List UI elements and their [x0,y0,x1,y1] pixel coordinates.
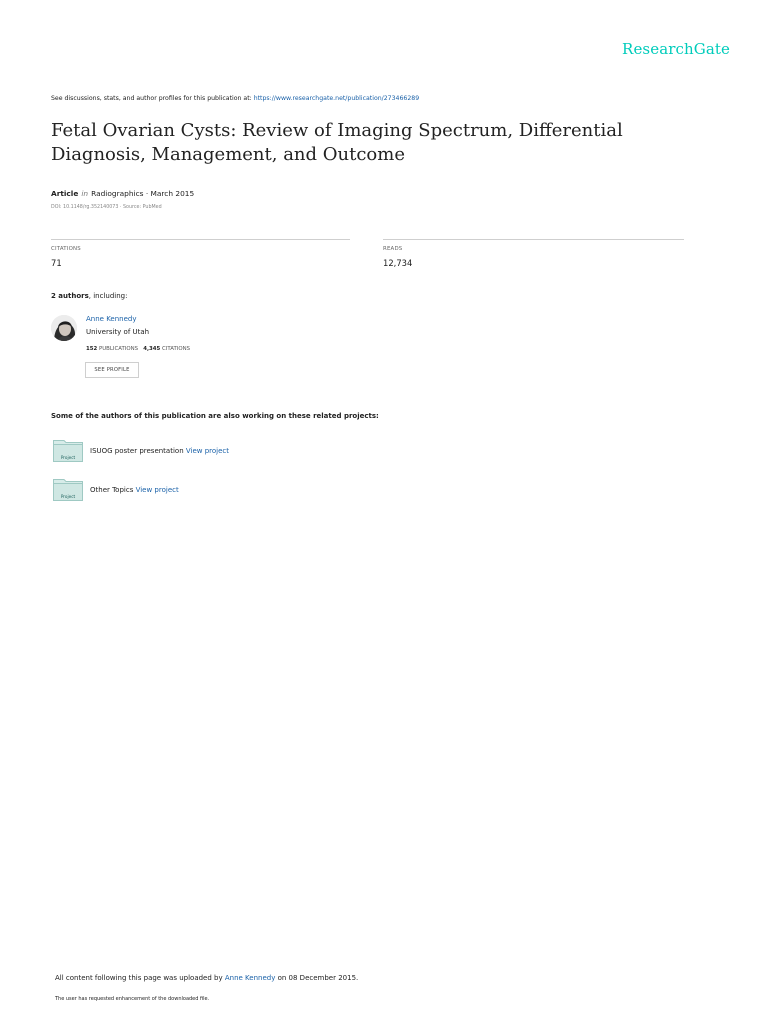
folder-label: Project [60,494,76,499]
publication-url-link[interactable]: https://www.researchgate.net/publication/273466289 [253,95,420,102]
citations-value: 71 [51,258,62,268]
authors-count-bold: 2 authors [51,292,89,300]
authors-count [51,292,127,300]
uploaded-suffix: on 08 December 2015. [277,974,359,982]
view-project-link[interactable]: View project [185,447,229,455]
authors-count-suffix: , including: [88,292,128,300]
in-label: in [81,189,89,198]
citations-label: CITATIONS [51,246,81,252]
projects-heading: Some of the authors of this publication are also working on these related projects: [51,412,379,420]
author-citations-count: 4,345 [143,346,161,352]
doi-line: DOI: 10.1148/rg.352140073 · Source: PubMed [51,205,162,210]
reads-label: READS [383,246,403,252]
project-name: ISUOG poster presentation [90,447,184,455]
uploaded-line [55,974,358,982]
uploaded-prefix: All content following this page was uploaded by [55,974,223,982]
discussion-line [51,95,419,102]
uploader-link[interactable]: Anne Kennedy [224,974,276,982]
publication-title: Fetal Ovarian Cysts: Review of Imaging Spectrum, Differential Diagnosis, Management, and Outcome [51,120,623,165]
avatar[interactable] [51,315,77,341]
author-name-link[interactable]: Anne Kennedy [86,315,137,323]
divider-citations [51,239,350,240]
project-item [90,486,179,494]
requested-enhancement-note: The user has requested enhancement of the downloaded file. [55,996,210,1002]
author-institution: University of Utah [86,328,150,336]
author-citations-label: CITATIONS [162,346,191,352]
journal-date: Radiographics · March 2015 [91,189,195,198]
project-name: Other Topics [90,486,134,494]
discussion-prefix: See discussions, stats, and author profiles for this publication at: [51,95,252,102]
project-item [90,447,229,455]
author-publications-count: 152 [86,346,98,352]
reads-value: 12,734 [383,258,413,268]
folder-label: Project [60,455,76,460]
author-publications-label: PUBLICATIONS [98,346,139,352]
author-stats [86,346,190,352]
project-folder-icon [53,438,83,462]
publication-meta [51,189,194,198]
publication-type: Article [51,189,79,198]
divider-reads [383,239,684,240]
view-project-link[interactable]: View project [135,486,179,494]
researchgate-logo[interactable]: ResearchGate [622,40,730,58]
see-profile-button[interactable]: SEE PROFILE [85,362,139,378]
project-folder-icon [53,477,83,501]
author-photo-icon [51,315,77,341]
